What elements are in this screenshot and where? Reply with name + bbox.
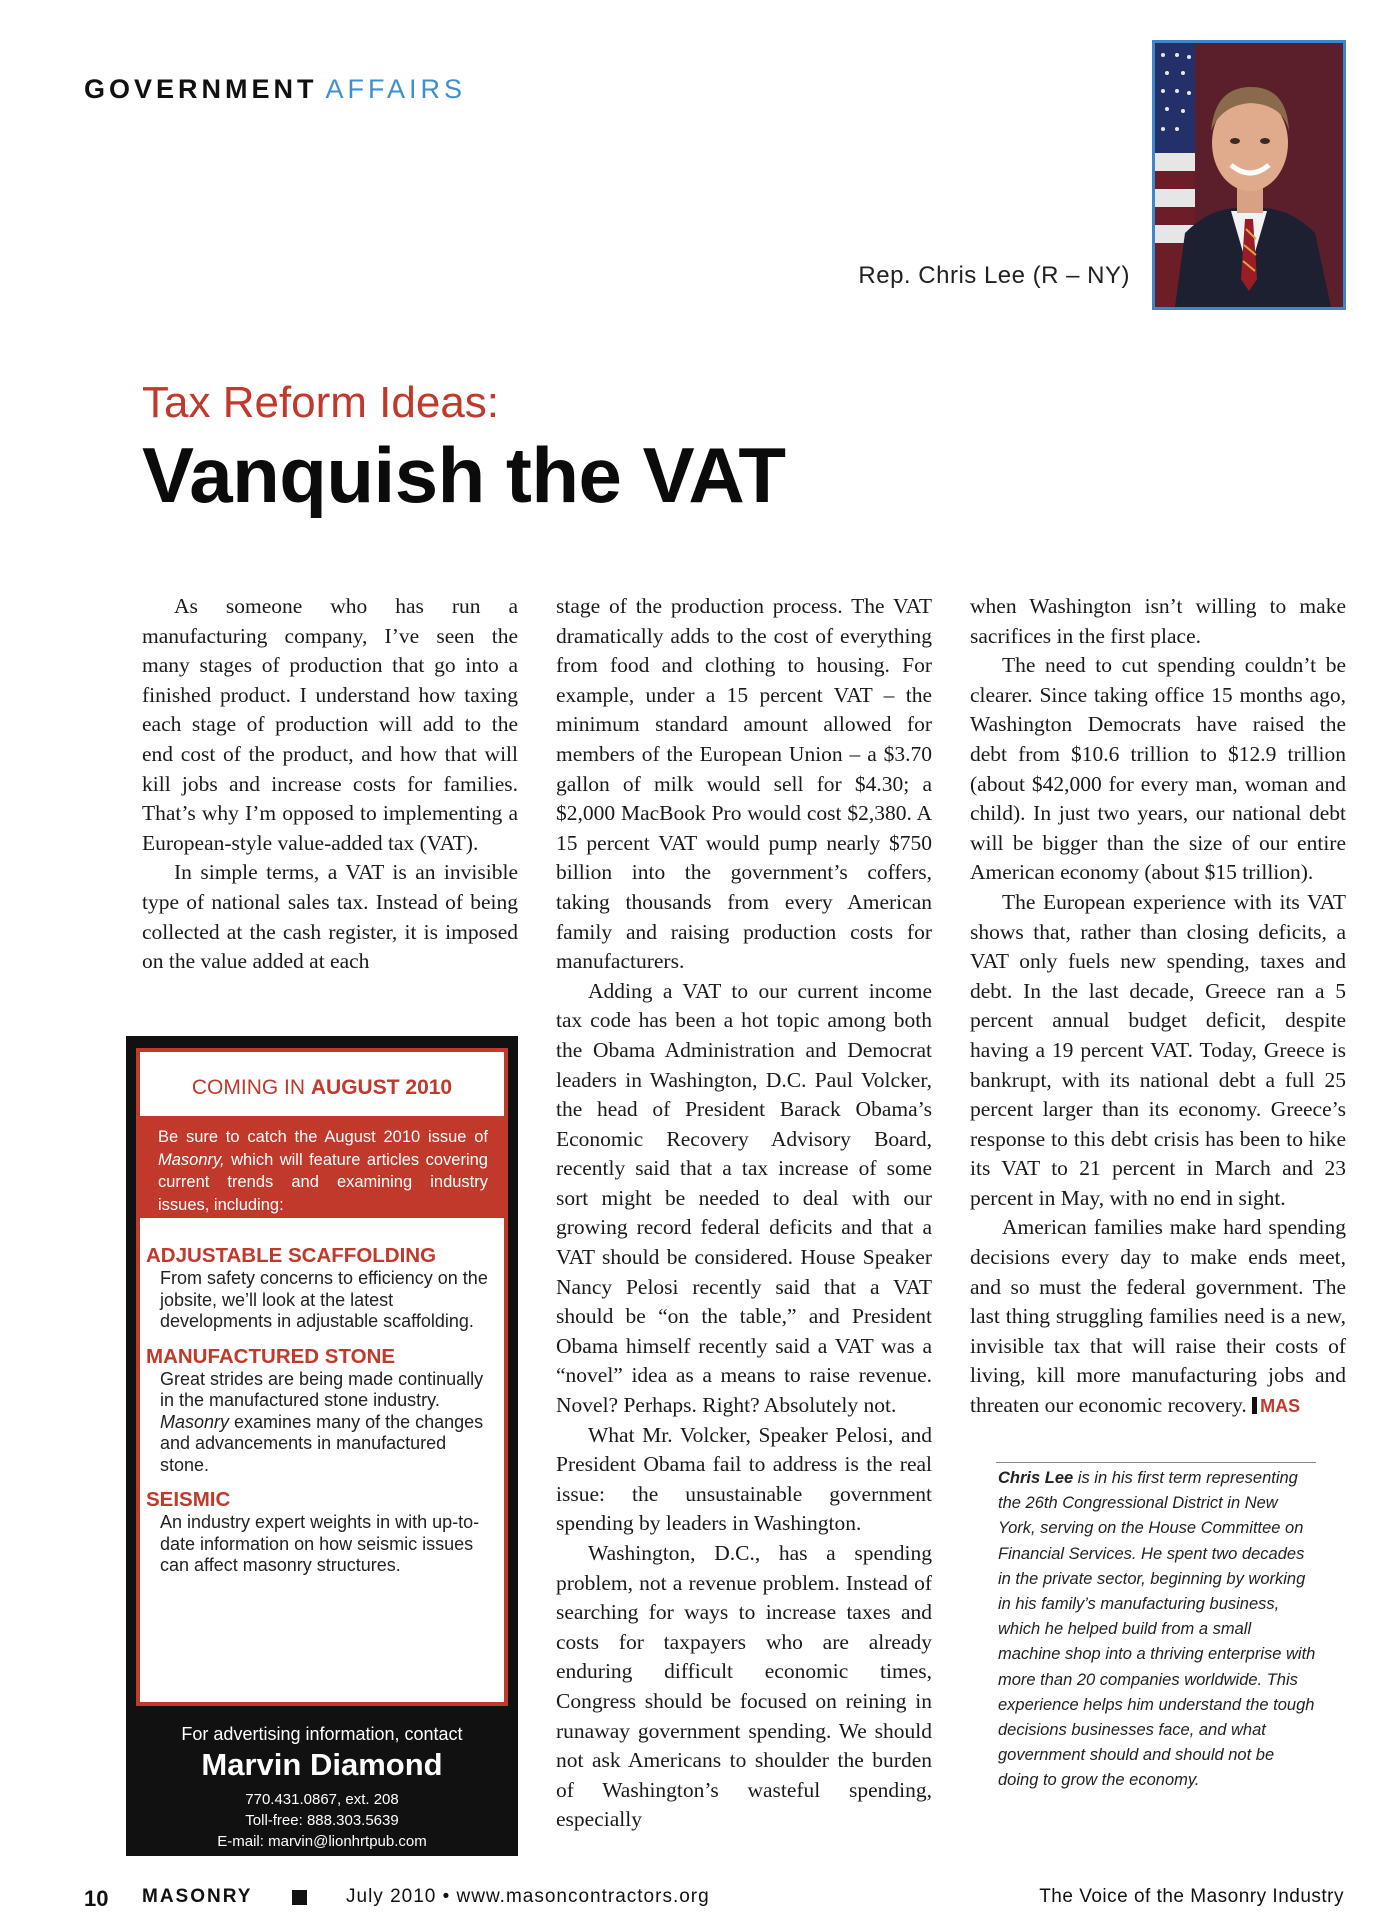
ad-contact-line: For advertising information, contact — [181, 1724, 463, 1744]
ad-heading-prefix: COMING IN — [191, 1076, 311, 1099]
page-number: 10 — [84, 1886, 109, 1911]
end-mark-text: MAS — [1260, 1396, 1301, 1417]
paragraph: In simple terms, a VAT is an invisible type of national sales tax. Instead of being collected at the cash register, it is imposed on the value added at each — [142, 860, 518, 974]
article-headline: Vanquish the VAT — [142, 431, 786, 519]
ad-topic-text: From safety concerns to efficiency on the jobsite, we’ll look at the latest developments in adjustable scaffolding. — [160, 1268, 488, 1331]
ad-topic-title: ADJUSTABLE SCAFFOLDING — [146, 1244, 437, 1267]
ad-contact-phone: 770.431.0867, ext. 208 — [245, 1791, 399, 1808]
paragraph — [970, 1213, 1346, 1421]
magazine-name: MASONRY — [142, 1886, 253, 1907]
ad-topic-text-em: Masonry — [160, 1411, 230, 1432]
section-label-secondary: AFFAIRS — [325, 74, 467, 104]
article-column-1 — [142, 592, 518, 977]
ad-intro — [136, 1116, 508, 1218]
author-bio — [998, 1466, 1318, 1794]
paragraph-text: American families make hard spending decisions every day to make ends meet, and so must the federal government. The last thing struggling families need is a new, invisible tax that will raise their costs of living, kill more manufacturing jobs and threaten our economic recovery. — [970, 1215, 1346, 1418]
end-mark-bar — [1252, 1397, 1257, 1414]
paragraph: stage of the production process. The VAT dramatically adds to the cost of everything from food and clothing to housing. For example, under a 15 percent VAT – the minimum standard amount allowed for members of the European Union – a $3.70 gallon of milk would sell for $4.30; a $2,000 MacBook Pro would cost $2,380. A 15 percent VAT would pump nearly $750 billion into the government’s coffers, taking thousands from every American family and raising production costs for manufacturers. — [556, 594, 932, 974]
section-label-primary: GOVERNMENT — [84, 74, 318, 104]
ad-contact-name: Marvin Diamond — [201, 1747, 443, 1782]
page-footer — [84, 1886, 1344, 1916]
ad-contact-tollfree: Toll-free: 888.303.5639 — [245, 1812, 399, 1829]
ad-contact-email: E-mail: marvin@lionhrtpub.com — [217, 1833, 427, 1850]
ad-contact — [126, 1706, 518, 1856]
end-mark — [1252, 1396, 1300, 1416]
bio-text: is in his first term representing the 26th Congressional District in New York, serving on the House Committee on Financial Services. He spent two decades in the private sector, beginning by working in his family’s manufacturing business, which he helped build from a small machine shop into a thriving enterprise with more than 20 companies worldwide. This experience helps him understand the tough decisions businesses face, and what government should and should not be doing to grow the economy. — [998, 1469, 1316, 1790]
section-label — [84, 74, 466, 105]
paragraph: What Mr. Volcker, Speaker Pelosi, and President Obama fail to address is the real issue: the unsustainable government spending by leaders in Washington. — [556, 1422, 932, 1536]
ad-heading-date: AUGUST 2010 — [310, 1076, 453, 1099]
footer-tagline: The Voice of the Masonry Industry — [1039, 1886, 1344, 1907]
paragraph: when Washington isn’t willing to make sacrifices in the first place. — [970, 594, 1346, 648]
issue-info: July 2010 • www.masoncontractors.org — [346, 1886, 710, 1907]
bio-divider — [996, 1462, 1316, 1463]
ad-topic-title: SEISMIC — [146, 1488, 231, 1511]
advertisement-box — [126, 1036, 518, 1856]
author-photo — [1152, 40, 1346, 310]
author-name: Rep. Chris Lee (R – NY) — [858, 262, 1130, 289]
ad-topic-text-b: examines many of the changes and advancements in manufactured stone. — [160, 1411, 484, 1475]
ad-topic-title: MANUFACTURED STONE — [146, 1344, 396, 1368]
paragraph: The European experience with its VAT shows that, rather than closing deficits, a VAT only fuels new spending, taxes and debt. In the last decade, Greece ran a 5 percent annual budget deficit, despite having a 19 percent VAT. Today, Greece is bankrupt, with its national debt a full 25 percent larger than its economy. Greece’s response to this debt crisis has been to hike its VAT to 21 percent in March and 23 percent in May, with no end in sight. — [970, 889, 1346, 1210]
paragraph: As someone who has run a manufacturing company, I’ve seen the many stages of production that go into a finished product. I understand how taxing each stage of production will add to the end cost of the product, and how that will kill jobs and increase costs for families. That’s why I’m opposed to implementing a European-style value-added tax (VAT). — [142, 594, 518, 855]
ad-topic-text-a: Great strides are being made continually in the manufactured stone industry. — [160, 1368, 484, 1410]
ad-heading — [140, 1076, 504, 1100]
article-column-3 — [970, 592, 1346, 1422]
bio-name: Chris Lee — [998, 1469, 1074, 1487]
footer-square-icon — [292, 1890, 307, 1905]
paragraph: Washington, D.C., has a spending problem, not a revenue problem. Instead of searching for ways to increase taxes and costs for taxpayers who are already enduring difficult economic times, Congress should be focused on reining in runaway government spending. We should not ask Americans to shoulder the burden of Washington’s wasteful spending, especially — [556, 1541, 932, 1832]
ad-intro-a: Be sure to catch the August 2010 issue of — [158, 1128, 488, 1146]
article-column-2 — [556, 592, 932, 1835]
ad-topic-text — [146, 1369, 496, 1477]
ad-intro-b: which will feature articles covering current trends and examining industry issues, including: — [158, 1150, 488, 1214]
ad-topics — [146, 1244, 496, 1589]
article-kicker: Tax Reform Ideas: — [142, 378, 500, 427]
ad-intro-magazine: Masonry, — [158, 1150, 225, 1169]
paragraph: Adding a VAT to our current income tax code has been a hot topic among both the Obama Administration and Democrat leaders in Washington, D.C. Paul Volcker, the head of President Barack Obama’s Economic Recovery Advisory Board, recently said that a tax increase of some sort might be needed to deal with our growing record federal deficits and that a VAT should be considered. House Speaker Nancy Pelosi recently said that a VAT should be “on the table,” and President Obama himself recently said a VAT was a “novel” idea as a means to raise revenue. Novel? Perhaps. Right? Absolutely not. — [556, 978, 932, 1418]
ad-topic-text: An industry expert weights in with up-to-date information on how seismic issues can affect masonry structures. — [160, 1512, 480, 1575]
paragraph: The need to cut spending couldn’t be clearer. Since taking office 15 months ago, Washington Democrats have raised the debt from $10.6 trillion to $12.9 trillion (about $42,000 for every man, woman and child). In just two years, our national debt will be bigger than the size of our entire American economy (about $15 trillion). — [970, 653, 1346, 885]
ad-content-panel — [136, 1048, 508, 1706]
